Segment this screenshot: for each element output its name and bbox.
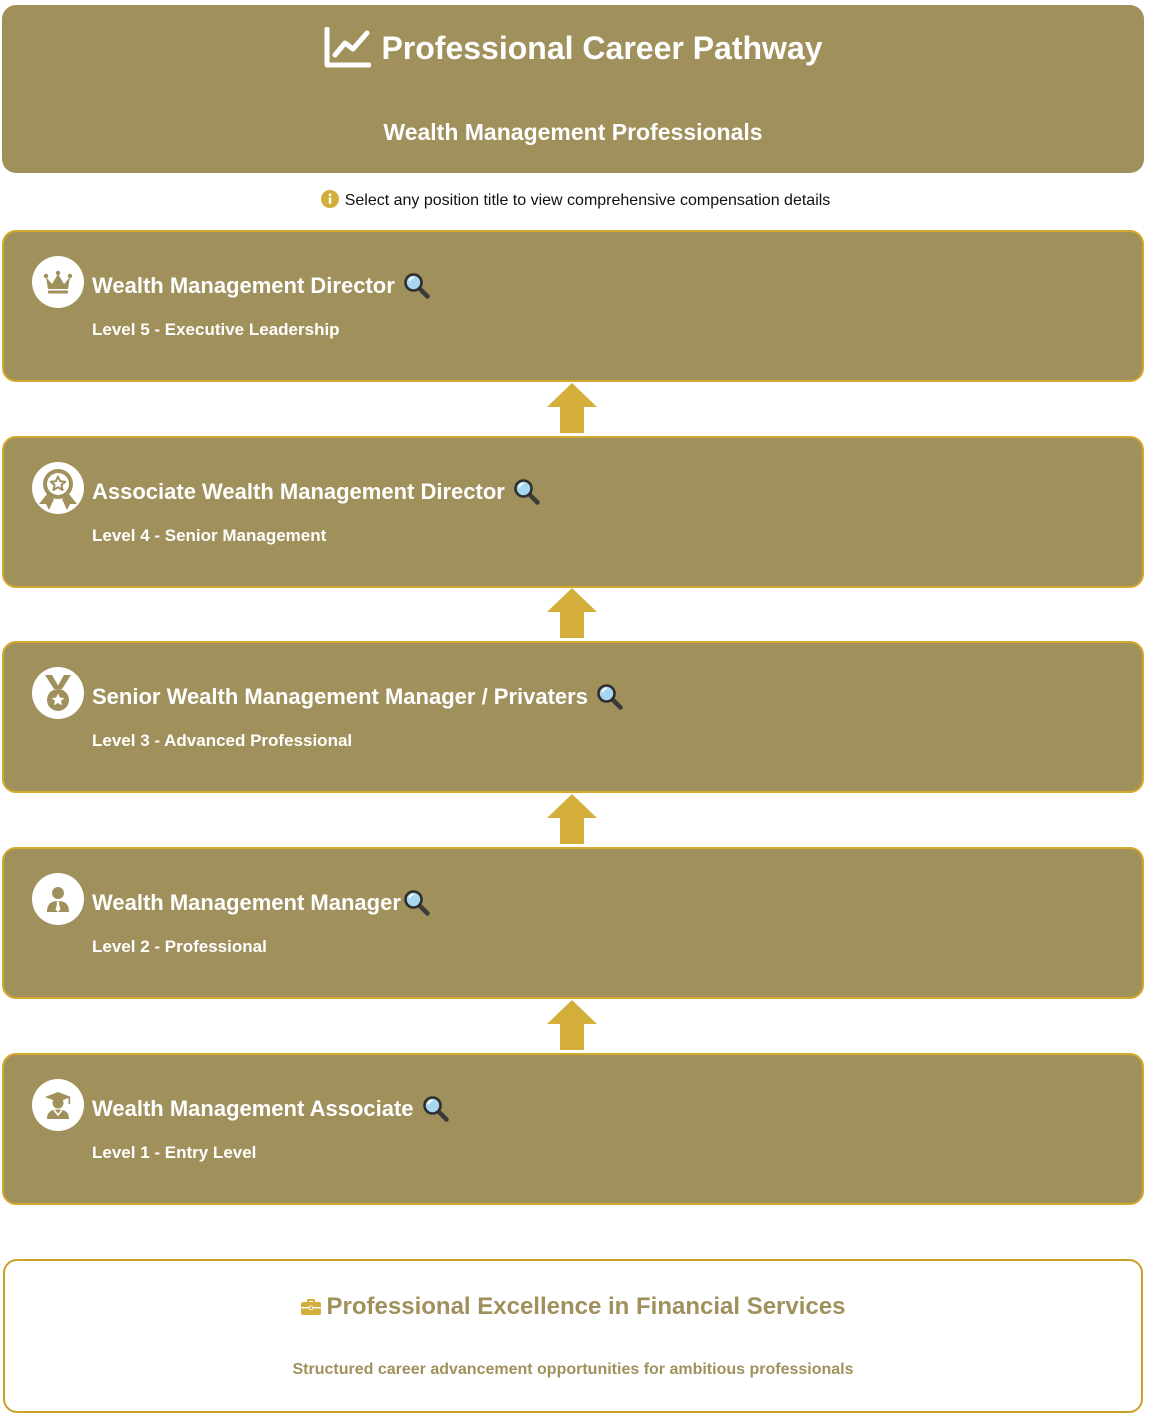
user-tie-icon (44, 885, 72, 913)
position-title-text: Wealth Management Manager (92, 890, 401, 915)
magnifier-icon (403, 272, 431, 300)
up-arrow-icon (547, 588, 597, 638)
position-level: Level 2 - Professional (92, 937, 267, 956)
footer-title-row (5, 1293, 1141, 1321)
position-level: Level 4 - Senior Management (92, 526, 327, 545)
badge (32, 873, 84, 925)
magnifier-icon (403, 889, 431, 917)
page-title-row (2, 27, 1144, 69)
up-arrow-icon (547, 794, 597, 844)
award-badge-icon (34, 464, 82, 512)
briefcase-icon (301, 1298, 321, 1316)
position-title-associate-director[interactable] (92, 478, 541, 506)
badge (32, 462, 84, 514)
position-card-level-2 (2, 847, 1144, 999)
user-graduate-icon (43, 1090, 73, 1120)
position-level: Level 3 - Advanced Professional (92, 731, 353, 750)
position-title-text: Associate Wealth Management Director (92, 479, 505, 504)
page-title: Professional Career Pathway (381, 29, 823, 66)
position-level: Level 1 - Entry Level (92, 1143, 257, 1162)
position-title-senior-manager[interactable] (92, 683, 624, 711)
magnifier-icon (513, 478, 541, 506)
medal-icon (41, 673, 75, 713)
hint-text: Select any position title to view comprehensive compensation details (344, 192, 831, 209)
line-chart-icon (323, 27, 371, 69)
position-title-director[interactable] (92, 272, 431, 300)
header-banner (2, 5, 1144, 173)
magnifier-icon (596, 683, 624, 711)
crown-icon (43, 269, 73, 295)
position-card-level-5 (2, 230, 1144, 382)
footer-title: Professional Excellence in Financial Services (326, 1293, 846, 1320)
hint-row (0, 192, 1151, 210)
position-title-text: Wealth Management Associate (92, 1096, 414, 1121)
position-title-text: Senior Wealth Management Manager / Privaters (92, 684, 588, 709)
position-level: Level 5 - Executive Leadership (92, 320, 340, 339)
up-arrow-icon (547, 383, 597, 433)
position-title-associate[interactable] (92, 1095, 450, 1123)
position-card-level-3 (2, 641, 1144, 793)
badge (32, 256, 84, 308)
footer-subtitle: Structured career advancement opportunities for ambitious professionals (292, 1361, 854, 1378)
badge (32, 667, 84, 719)
position-title-manager[interactable] (92, 889, 431, 917)
info-icon (321, 190, 339, 208)
page-subtitle: Wealth Management Professionals (383, 119, 763, 145)
badge (32, 1079, 84, 1131)
position-card-level-4 (2, 436, 1144, 588)
position-title-text: Wealth Management Director (92, 273, 395, 298)
position-card-level-1 (2, 1053, 1144, 1205)
footer-panel (3, 1259, 1143, 1413)
up-arrow-icon (547, 1000, 597, 1050)
magnifier-icon (422, 1095, 450, 1123)
